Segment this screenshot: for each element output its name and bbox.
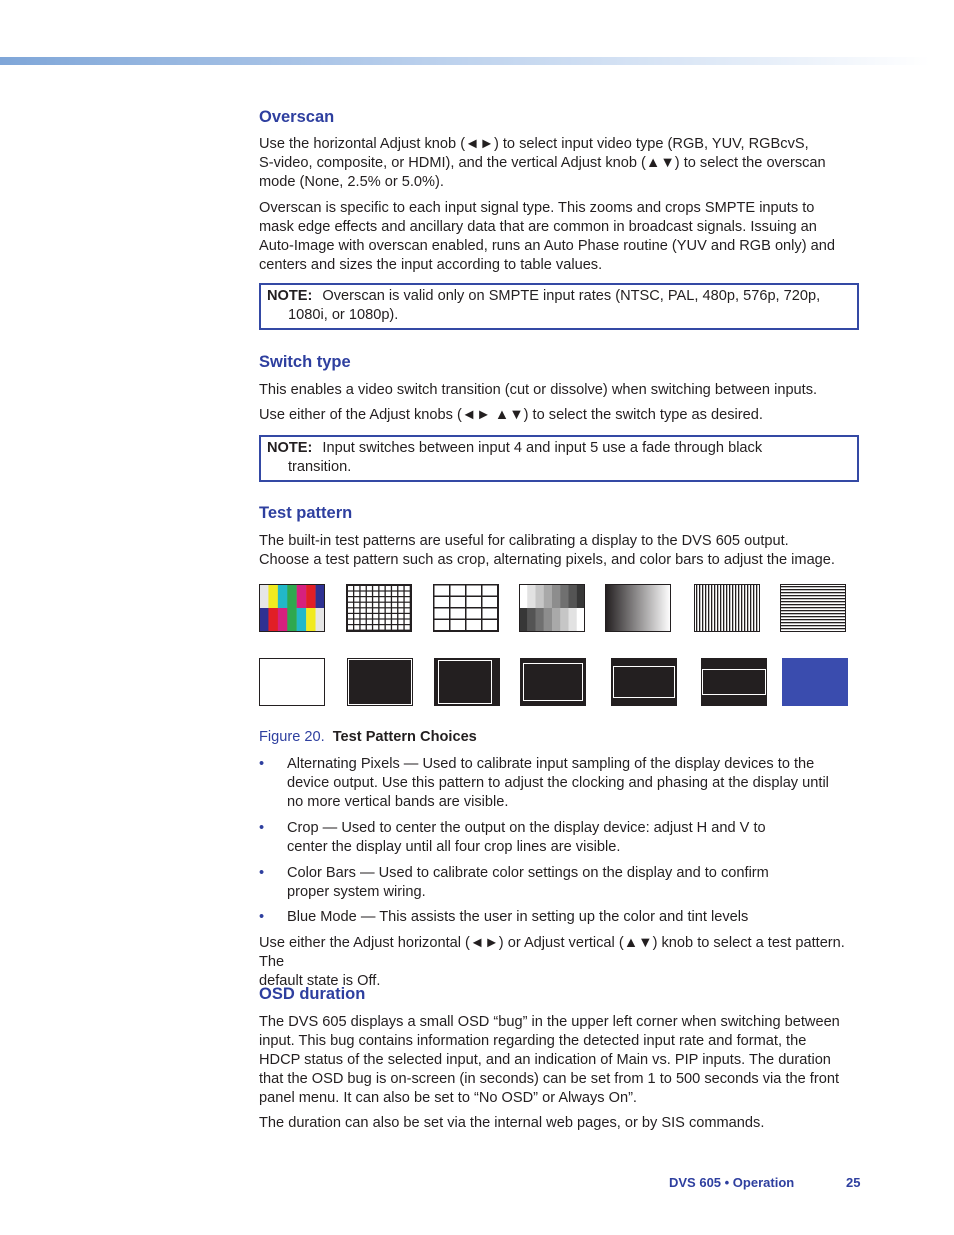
- text-line: default state is Off.: [259, 973, 381, 989]
- grid-cell: [392, 603, 397, 607]
- grid-cell: [451, 620, 466, 630]
- grid-cell: [398, 625, 403, 629]
- pixel-line: [780, 610, 846, 611]
- pixel-line: [726, 584, 727, 632]
- text-line: Use the horizontal Adjust knob (◄►) to select input video type (RGB, YUV, RGBcvS,: [259, 136, 809, 152]
- grid-cell: [373, 625, 378, 629]
- gray-step: [519, 584, 527, 608]
- grid-cell: [348, 597, 353, 601]
- pixel-line: [717, 584, 718, 632]
- gray-step: [527, 608, 535, 632]
- gray-step: [569, 608, 577, 632]
- grid-cell: [354, 597, 359, 601]
- pixel-line: [708, 584, 709, 632]
- grid-cell: [367, 608, 372, 612]
- grid-cell: [386, 603, 391, 607]
- pixel-line: [705, 584, 706, 632]
- color-bar: [316, 608, 325, 632]
- pixel-line: [780, 595, 846, 596]
- pixel-line: [750, 584, 751, 632]
- gray-step: [519, 608, 527, 632]
- color-bar: [278, 608, 288, 632]
- pixel-line: [780, 616, 846, 617]
- grid-cell: [392, 597, 397, 601]
- text-line: The DVS 605 displays a small OSD “bug” in the upper left corner when switching between: [259, 1014, 840, 1030]
- grid-cell: [405, 586, 410, 590]
- color-bar: [287, 584, 297, 608]
- gray-step: [544, 608, 552, 632]
- switch-type-paragraph-1: This enables a video switch transition (cut or dissolve) when switching between inputs.: [259, 382, 818, 398]
- grid-cell: [380, 597, 385, 601]
- grid-cell: [398, 603, 403, 607]
- grid-cell: [483, 597, 498, 607]
- header-gradient-bar: [0, 57, 930, 65]
- pixel-line: [696, 584, 697, 632]
- grid-cell: [373, 597, 378, 601]
- grid-cell: [354, 603, 359, 607]
- pixel-line: [780, 589, 846, 590]
- text-line: input. This bug contains information regarding the detected input rate and format, the: [259, 1033, 807, 1049]
- text-line: mask edge effects and ancillary data that are common in broadcast signals. Issuing an: [259, 219, 817, 235]
- white-field-pattern: [259, 658, 325, 706]
- grid-cell: [467, 586, 482, 596]
- grid-cell: [386, 608, 391, 612]
- switch-type-heading: Switch type: [259, 353, 351, 371]
- grid-cell: [380, 614, 385, 618]
- grid-cell: [367, 592, 372, 596]
- grid-cell: [386, 625, 391, 629]
- note-label: NOTE:: [267, 440, 313, 456]
- pixel-line: [744, 584, 745, 632]
- overscan-paragraph-2: [259, 199, 863, 275]
- grid-cell: [435, 586, 450, 596]
- crop-pattern-4: [611, 658, 677, 706]
- grid-cell: [380, 586, 385, 590]
- grid-cell: [386, 586, 391, 590]
- bullet-icon: •: [259, 756, 265, 772]
- pixel-line: [780, 598, 846, 599]
- note-text: transition.: [288, 459, 352, 475]
- text-line: HDCP status of the selected input, and an indication of Main vs. PIP inputs. The duration: [259, 1052, 831, 1068]
- pixel-line: [780, 586, 846, 587]
- grid-cell: [386, 592, 391, 596]
- pixel-line: [780, 592, 846, 593]
- grid-cell: [398, 614, 403, 618]
- grid-cell: [380, 625, 385, 629]
- pixel-line: [780, 628, 846, 629]
- grid-cell: [405, 608, 410, 612]
- color-bar: [297, 608, 307, 632]
- pixel-line: [780, 607, 846, 608]
- pixel-line: [720, 584, 721, 632]
- gray-step: [544, 584, 552, 608]
- pixel-line: [780, 622, 846, 623]
- osd-duration-paragraph-1: [259, 1013, 863, 1108]
- text-line: proper system wiring.: [287, 884, 426, 900]
- pixel-line: [729, 584, 730, 632]
- text-line: that the OSD bug is on-screen (in seconds) can be set from 1 to 500 seconds via the front: [259, 1071, 840, 1087]
- pixel-line: [780, 601, 846, 602]
- text-line: The built-in test patterns are useful for calibrating a display to the DVS 605 output.: [259, 533, 789, 549]
- list-item: [259, 864, 863, 902]
- gray-step: [569, 584, 577, 608]
- grid-cell: [483, 586, 498, 596]
- grid-cell: [392, 586, 397, 590]
- grid-cell: [467, 609, 482, 619]
- osd-duration-paragraph-2: The duration can also be set via the internal web pages, or by SIS commands.: [259, 1115, 765, 1131]
- grid-cell: [373, 620, 378, 624]
- grid-cell: [354, 620, 359, 624]
- test-pattern-heading: Test pattern: [259, 504, 353, 522]
- grid-cell: [405, 625, 410, 629]
- pixel-line: [714, 584, 715, 632]
- grid-cell: [451, 597, 466, 607]
- grid-cell: [405, 597, 410, 601]
- grid-cell: [367, 614, 372, 618]
- switch-type-note: [259, 435, 859, 482]
- bullet-icon: •: [259, 909, 265, 925]
- grid-cell: [361, 603, 366, 607]
- grid-cell: [367, 625, 372, 629]
- color-bar: [297, 584, 307, 608]
- grid-cell: [435, 597, 450, 607]
- grid-cell: [398, 620, 403, 624]
- crop-pattern-1: [347, 658, 413, 706]
- gray-step: [552, 608, 560, 632]
- grid-cell: [373, 592, 378, 596]
- grid-cell: [373, 603, 378, 607]
- grid-cell: [373, 614, 378, 618]
- grid-cell: [380, 608, 385, 612]
- gray-step: [577, 584, 585, 608]
- grid-cell: [367, 620, 372, 624]
- grid-cell: [398, 597, 403, 601]
- pixel-line: [699, 584, 700, 632]
- list-item: [259, 819, 863, 857]
- list-item: [259, 755, 863, 812]
- bullet-icon: •: [259, 865, 265, 881]
- note-text: 1080i, or 1080p).: [288, 307, 399, 323]
- overscan-heading: Overscan: [259, 108, 335, 126]
- gray-step: [536, 584, 544, 608]
- color-bars-pattern: [259, 584, 325, 632]
- list-item: [259, 908, 863, 927]
- test-pattern-paragraph-1: [259, 532, 863, 570]
- grid-cell: [348, 620, 353, 624]
- grid-cell: [361, 597, 366, 601]
- grid-cell: [361, 614, 366, 618]
- text-line: S-video, composite, or HDMI), and the vertical Adjust knob (▲▼) to select the overscan: [259, 155, 826, 171]
- grid-cell: [467, 620, 482, 630]
- note-label: NOTE:: [267, 288, 313, 304]
- alternating-pixels-vertical-pattern: [694, 584, 760, 632]
- grid-cell: [373, 608, 378, 612]
- grid-cell: [348, 603, 353, 607]
- grid-cell: [386, 597, 391, 601]
- footer-page-number: 25: [846, 1175, 861, 1190]
- note-text: Overscan is valid only on SMPTE input rates (NTSC, PAL, 480p, 576p, 720p,: [322, 288, 821, 304]
- grid-cell: [451, 586, 466, 596]
- color-bar: [287, 608, 297, 632]
- crop-pattern-5: [701, 658, 767, 706]
- grid-cell: [361, 592, 366, 596]
- grid-cell: [367, 603, 372, 607]
- crosshatch-pattern: [433, 584, 499, 632]
- grid-cell: [398, 608, 403, 612]
- pixel-line: [780, 625, 846, 626]
- gray-step: [560, 584, 568, 608]
- text-line: no more vertical bands are visible.: [287, 794, 509, 810]
- grid-cell: [367, 586, 372, 590]
- grid-cell: [380, 603, 385, 607]
- grid-cell: [392, 592, 397, 596]
- pixel-line: [756, 584, 757, 632]
- grid-cell: [367, 597, 372, 601]
- overscan-paragraph-1: [259, 135, 863, 192]
- grid-cell: [435, 609, 450, 619]
- grid-cell: [380, 592, 385, 596]
- gray-step: [527, 584, 535, 608]
- grid-cell: [380, 620, 385, 624]
- footer-product-section: DVS 605 • Operation: [669, 1175, 795, 1190]
- note-text: Input switches between input 4 and input 5 use a fade through black: [322, 440, 763, 456]
- text-line: device output. Use this pattern to adjust the clocking and phasing at the display until: [287, 775, 829, 791]
- osd-duration-heading: OSD duration: [259, 985, 366, 1003]
- pixel-line: [753, 584, 754, 632]
- figure-title: Test Pattern Choices: [332, 729, 477, 745]
- grid-cell: [405, 620, 410, 624]
- color-bar: [278, 584, 288, 608]
- grid-cell: [398, 592, 403, 596]
- pixel-line: [747, 584, 748, 632]
- color-bar: [306, 608, 316, 632]
- pixel-line: [711, 584, 712, 632]
- text-line: center the display until all four crop lines are visible.: [287, 839, 621, 855]
- grid-cell: [392, 625, 397, 629]
- grid-cell: [405, 603, 410, 607]
- bullet-icon: •: [259, 820, 265, 836]
- grid-cell: [451, 609, 466, 619]
- pixel-line: [741, 584, 742, 632]
- grid-cell: [348, 592, 353, 596]
- grid-cell: [348, 586, 353, 590]
- text-line: Crop — Used to center the output on the display device: adjust H and V to: [287, 820, 766, 836]
- grid-cell: [348, 608, 353, 612]
- grid-cell: [373, 586, 378, 590]
- grid-cell: [386, 614, 391, 618]
- grid-cell: [348, 625, 353, 629]
- text-line: Overscan is specific to each input signal type. This zooms and crops SMPTE inputs to: [259, 200, 815, 216]
- gray-step: [560, 608, 568, 632]
- gray-step: [536, 608, 544, 632]
- grid-cell: [361, 608, 366, 612]
- gray-step: [552, 584, 560, 608]
- grid-cell: [354, 625, 359, 629]
- grid-cell: [405, 592, 410, 596]
- grid-cell: [483, 620, 498, 630]
- text-line: Choose a test pattern such as crop, alternating pixels, and color bars to adjust the image.: [259, 552, 835, 568]
- grayscale-steps-pattern: [519, 584, 585, 632]
- text-line: Auto-Image with overscan enabled, runs an Auto Phase routine (YUV and RGB only) and: [259, 238, 835, 254]
- figure-caption: [259, 729, 477, 745]
- grid-cell: [392, 608, 397, 612]
- text-line: Use either the Adjust horizontal (◄►) or Adjust vertical (▲▼) knob to select a test pattern. The: [259, 935, 845, 970]
- text-line: Blue Mode — This assists the user in setting up the color and tint levels: [287, 909, 749, 925]
- grid-cell: [467, 597, 482, 607]
- text-line: panel menu. It can also be set to “No OSD” or Always On”.: [259, 1090, 637, 1106]
- grid-cell: [405, 614, 410, 618]
- grid-cell: [361, 625, 366, 629]
- grid-cell: [354, 592, 359, 596]
- pixel-line: [780, 604, 846, 605]
- grid-cell: [392, 620, 397, 624]
- color-bar: [259, 584, 269, 608]
- crop-pattern-3: [520, 658, 586, 706]
- crop-pattern-2: [434, 658, 500, 706]
- figure-number: Figure 20.: [259, 729, 325, 745]
- grid-cell: [354, 614, 359, 618]
- text-line: Alternating Pixels — Used to calibrate input sampling of the display devices to the: [287, 756, 815, 772]
- color-bar: [268, 584, 278, 608]
- gray-ramp-pattern: [605, 584, 671, 632]
- grid-cell: [354, 608, 359, 612]
- text-line: centers and sizes the input according to table values.: [259, 257, 603, 273]
- switch-type-paragraph-2: Use either of the Adjust knobs (◄► ▲▼) to select the switch type as desired.: [259, 407, 763, 423]
- pixel-line: [738, 584, 739, 632]
- pixel-line: [780, 619, 846, 620]
- color-bar: [268, 608, 278, 632]
- grid-cell: [361, 620, 366, 624]
- grid-cell: [354, 586, 359, 590]
- test-pattern-paragraph-2: [259, 934, 863, 991]
- overscan-note: [259, 283, 859, 330]
- grid-cell: [483, 609, 498, 619]
- text-line: mode (None, 2.5% or 5.0%).: [259, 174, 444, 190]
- color-bar: [316, 584, 325, 608]
- grid-cell: [398, 586, 403, 590]
- pixel-line: [702, 584, 703, 632]
- color-bar: [306, 584, 316, 608]
- grid-cell: [348, 614, 353, 618]
- pixel-line: [732, 584, 733, 632]
- grid-cell: [386, 620, 391, 624]
- alternating-pixels-horizontal-pattern: [780, 584, 846, 632]
- grid-cell: [361, 586, 366, 590]
- gray-step: [577, 608, 585, 632]
- fine-grid-pattern: [346, 584, 412, 632]
- pixel-line: [780, 613, 846, 614]
- text-line: Color Bars — Used to calibrate color settings on the display and to confirm: [287, 865, 769, 881]
- pixel-line: [723, 584, 724, 632]
- color-bar: [259, 608, 269, 632]
- grid-cell: [392, 614, 397, 618]
- grid-cell: [435, 620, 450, 630]
- blue-mode-pattern: [782, 658, 848, 706]
- pixel-line: [735, 584, 736, 632]
